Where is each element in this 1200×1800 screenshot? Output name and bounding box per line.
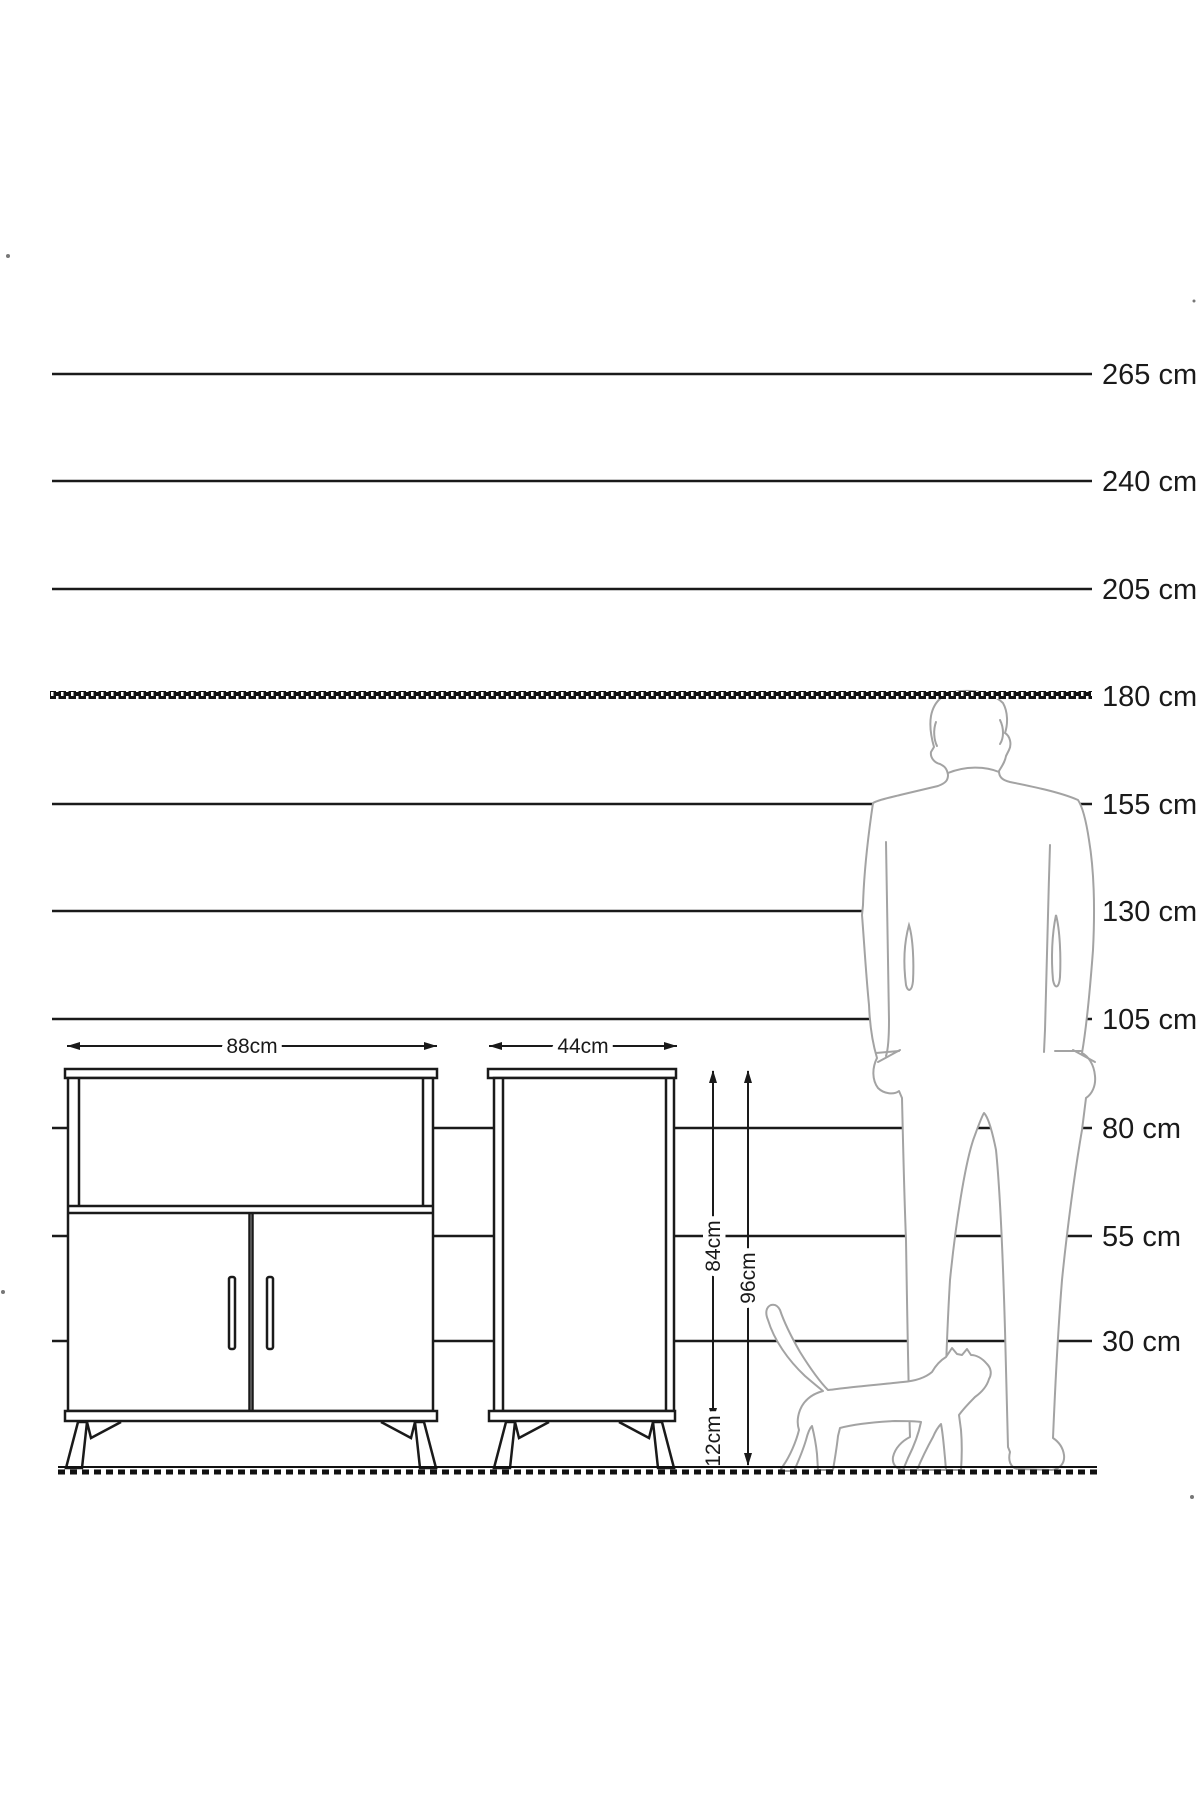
cabinet-door-handle-right [267,1277,273,1349]
leg-height-label: 12cm [702,1415,725,1467]
cabinet-front-leg-right-brace [381,1422,415,1438]
scale-label-240cm: 240 cm [1102,466,1198,498]
cabinet-front-top-board [65,1069,437,1078]
scale-label-205cm: 205 cm [1102,574,1198,606]
scale-label-130cm: 130 cm [1102,896,1198,928]
dimension-side-width [489,1035,677,1058]
scale-label-180cm: 180 cm [1102,681,1198,713]
cabinet-side-leg-left-brace [515,1422,549,1438]
cabinet-side-top-board [488,1069,676,1078]
man-silhouette [862,691,1095,1470]
cabinet-front-leg-left-brace [87,1422,121,1438]
front-width-label: 88cm [226,1035,278,1058]
dimension-leg-height [702,1415,725,1466]
cabinet-front-view [65,1069,437,1468]
scale-line-205cm [52,574,1197,606]
cabinet-side-base [489,1411,675,1421]
cabinet-front-leg-right [415,1422,436,1468]
dimension-front-width [67,1035,437,1058]
dimension-total-height [737,1070,760,1466]
cabinet-side-body [494,1078,674,1411]
cabinet-side-view [488,1069,676,1468]
cabinet-front-leg-left [66,1422,87,1468]
scale-label-80cm: 80 cm [1102,1113,1181,1145]
cabinet-side-leg-left [494,1422,515,1468]
cat-silhouette [766,1305,990,1471]
scale-label-265cm: 265 cm [1102,359,1198,391]
scale-label-55cm: 55 cm [1102,1221,1181,1253]
cabinet-side-leg-right [653,1422,674,1468]
dimension-body-height [702,1070,725,1421]
scale-line-180cm [50,681,1197,713]
cabinet-front-base [65,1411,437,1421]
scale-label-155cm: 155 cm [1102,789,1198,821]
body-height-label: 84cm [702,1220,725,1272]
scale-label-105cm: 105 cm [1102,1004,1198,1036]
cabinet-door-handle-left [229,1277,235,1349]
scale-line-240cm [52,466,1197,498]
scale-line-265cm [52,359,1197,391]
total-height-label: 96cm [737,1252,760,1304]
cabinet-side-leg-right-brace [619,1422,653,1438]
scale-label-30cm: 30 cm [1102,1326,1181,1358]
side-width-label: 44cm [557,1035,609,1058]
